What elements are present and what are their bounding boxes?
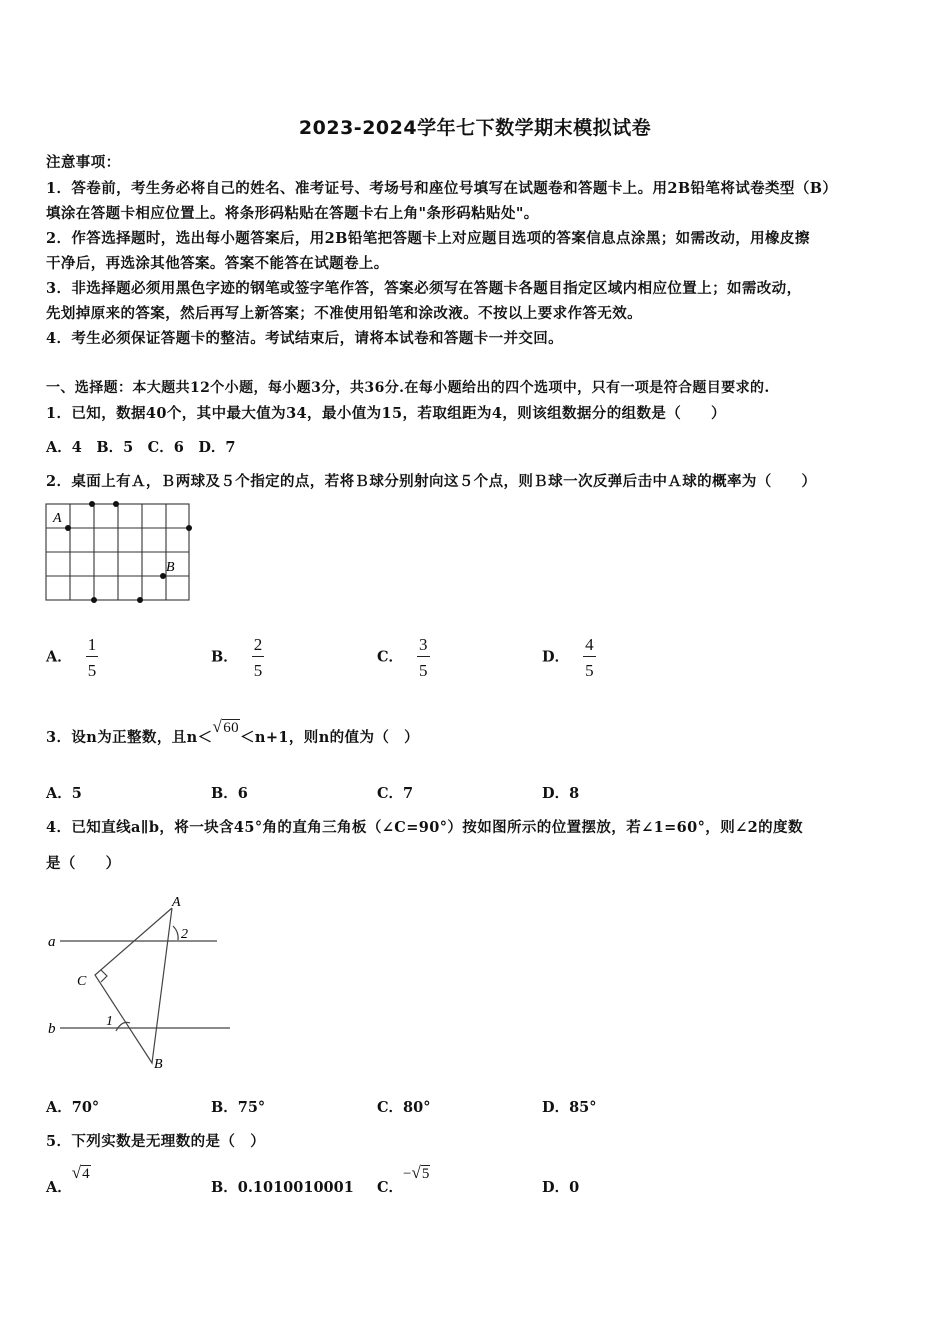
parallel-lines-triangle-figure (42, 888, 237, 1073)
vertex-c-label: C (77, 974, 87, 989)
section-heading: 一、选择题：本大题共12个小题，每小题3分，共36分.在每小题给出的四个选项中，只有一项是符合题目要求的. (46, 380, 770, 396)
question-1-stem: 1．已知，数据40个，其中最大值为34，最小值为15，若取组距为4，则该组数据分的组数是（ ） (46, 405, 726, 422)
question-2-option-c: C． $\frac{3}{5}$ (377, 635, 428, 680)
line-a-label: a (48, 934, 56, 950)
question-3-option-c: C．7 (377, 785, 414, 802)
question-3-option-a: A．5 (46, 785, 82, 802)
question-2-option-d: D． $\frac{4}{5}$ (542, 635, 594, 680)
page-title: 2023-2024学年七下数学期末模拟试卷 (298, 117, 652, 139)
question-5-option-a: A．√4 (46, 1163, 90, 1196)
billiard-grid-figure (42, 500, 202, 606)
question-3-stem: 3．设n为正整数，且n＜√60＜n+1，则n的值为（ ） (46, 717, 420, 746)
ball-a-label: A (53, 511, 62, 526)
notice-heading: 注意事项： (46, 154, 121, 171)
question-4-stem-cont: 是（ ） (46, 855, 121, 872)
vertex-a-label: A (172, 895, 181, 910)
ball-b-label: B (166, 560, 175, 575)
target-point (186, 525, 192, 531)
question-5-option-c: C．−√5 (377, 1163, 430, 1196)
notice-line: 4．考生必须保证答题卡的整洁。考试结束后，请将本试卷和答题卡一并交回。 (46, 330, 564, 347)
question-3-option-d: D．8 (542, 785, 580, 802)
notice-line: 先划掉原来的答案，然后再写上新答案；不准使用铅笔和涂改液。不按以上要求作答无效。 (46, 305, 642, 322)
notice-line: 3．非选择题必须用黑色字迹的钢笔或签字笔作答，答案必须写在答题卡各题目指定区域内相应位置上；如需改动， (46, 280, 802, 297)
angle-2-label: 2 (181, 927, 188, 942)
angle-1-label: 1 (106, 1014, 113, 1029)
vertex-b-label: B (154, 1057, 163, 1072)
question-5-stem: 5．下列实数是无理数的是（ ） (46, 1133, 266, 1150)
question-4-option-b: B．75° (211, 1099, 266, 1116)
question-2-option-b: B． $\frac{2}{5}$ (211, 635, 263, 680)
question-4-option-c: C．80° (377, 1099, 431, 1116)
question-4-option-a: A．70° (46, 1099, 100, 1116)
notice-line: 2．作答选择题时，选出每小题答案后，用2B铅笔把答题卡上对应题目选项的答案信息点涂黑；如需改动，用橡皮擦 (46, 230, 810, 247)
ball-a (65, 525, 71, 531)
question-5-option-d: D．0 (542, 1179, 580, 1196)
question-1-options: A．4 B．5 C．6 D．7 (46, 439, 236, 456)
question-2-option-a: A． $\frac{1}{5}$ (46, 635, 97, 680)
target-point (89, 501, 95, 507)
notice-line: 1．答卷前，考生务必将自己的姓名、准考证号、考场号和座位号填写在试题卷和答题卡上。用2B铅笔将试卷类型（B） (46, 180, 838, 197)
question-2-stem: 2．桌面上有Ａ，Ｂ两球及５个指定的点，若将Ｂ球分别射向这５个点，则Ｂ球一次反弹后击中Ａ球的概率为（ ） (46, 473, 817, 490)
question-4-stem: 4．已知直线a∥b，将一块含45°角的直角三角板（∠C=90°）按如图所示的位置摆放，若∠1=60°，则∠2的度数 (46, 819, 803, 836)
target-point (113, 501, 119, 507)
question-4-option-d: D．85° (542, 1099, 597, 1116)
target-point (91, 597, 97, 603)
notice-line: 填涂在答题卡相应位置上。将条形码粘贴在答题卡右上角"条形码粘贴处"。 (46, 205, 539, 222)
line-b-label: b (48, 1021, 56, 1037)
notice-line: 干净后，再选涂其他答案。答案不能答在试题卷上。 (46, 255, 389, 272)
target-point (137, 597, 143, 603)
question-3-option-b: B．6 (211, 785, 248, 802)
question-5-option-b: B．0.1010010001 (211, 1179, 354, 1196)
